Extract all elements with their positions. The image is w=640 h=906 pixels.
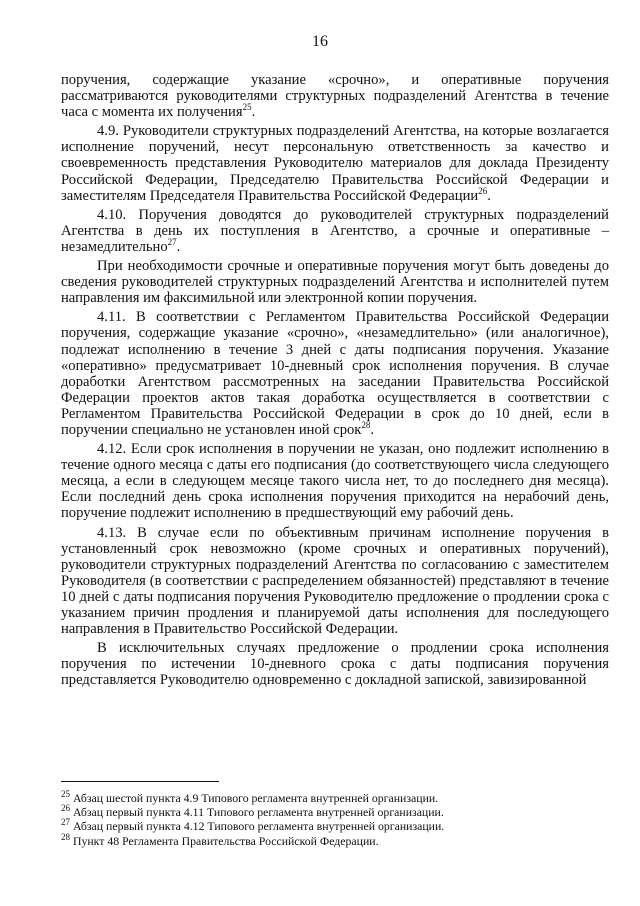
paragraph bbox=[61, 640, 609, 688]
paragraph-text: 4.10. Поручения доводятся до руководителей структурных подразделений Агентства в день их поступления в Агентство, а срочные и оперативные – незамедлительно bbox=[61, 206, 609, 255]
paragraph-text: 4.13. В случае если по объективным причинам исполнение поручения в установленный срок невозможно (кроме срочных и оперативных поручений), руководители структурных подразделений Агентства по согласованию с заместителем Руководителя (в соответствии с распределением обязанностей) представляют в течение 10 дней с даты подписания поручения Руководителю предложение о продлении срока с указанием причин продления и планируемой даты исполнения для последующего направления в Правительство Российской Федерации. bbox=[61, 524, 609, 638]
paragraph: 4.9. Руководители структурных подразделений Агентства, на которые возлагается исполнение поручений, несут персональную ответственность за качество и своевременность представления Руководителю материалов для доклада Президенту Российской Федерации, Председателю Правительства Российской Федерации и заместителям Председателя Правительства Российской Федерации$^{26}$. bbox=[61, 123, 609, 204]
paragraph bbox=[61, 525, 609, 638]
paragraph bbox=[61, 441, 609, 521]
footnote-ref[interactable]: 26 bbox=[478, 185, 488, 196]
page-number: 16 bbox=[312, 33, 328, 50]
footnote bbox=[61, 805, 609, 819]
footnote-number: 28 bbox=[61, 831, 70, 842]
footnote bbox=[61, 831, 609, 848]
paragraph-text: 4.9. Руководители структурных подразделений Агентства, на которые возлагается исполнение поручений, несут персональную ответственность за качество и своевременность представления Руководителю материалов для доклада Президенту Российской Федерации, Председателю Правительства Российской Федерации и заместителям Председателя Правительства Российской Федерации bbox=[61, 123, 609, 204]
footnote-ref[interactable]: 25 bbox=[242, 102, 252, 113]
footnotes bbox=[61, 791, 609, 848]
footnote-text: Пункт 48 Регламента Правительства Российской Федерации. bbox=[70, 833, 379, 848]
footnote-text: Абзац первый пункта 4.12 Типового регламента внутренней организации. bbox=[70, 819, 445, 834]
paragraph bbox=[61, 258, 609, 306]
footnote-number: 27 bbox=[61, 817, 70, 828]
footnote bbox=[61, 819, 609, 833]
footnote-number: 26 bbox=[61, 803, 70, 814]
document-body bbox=[61, 72, 609, 691]
footnote-ref[interactable]: 28 bbox=[361, 420, 371, 431]
footnote-number: 25 bbox=[61, 789, 70, 800]
footnote bbox=[61, 791, 609, 805]
footnote-separator bbox=[61, 781, 219, 782]
paragraph-text: При необходимости срочные и оперативные поручения могут быть доведены до сведения руководителей структурных подразделений Агентства и исполнителей путем направления им факсимильной или электронной копии поручения. bbox=[61, 258, 609, 307]
paragraph: 4.10. Поручения доводятся до руководителей структурных подразделений Агентства в день их поступления в Агентство, а срочные и оперативные – незамедлительно$^{27}$. bbox=[61, 206, 609, 255]
paragraph: поручения, содержащие указание «срочно», и оперативные поручения рассматриваются руководителями структурных подразделений Агентства в течение часа с момента их получения$^{25}$. bbox=[61, 72, 609, 121]
paragraph-text: 4.12. Если срок исполнения в поручении не указан, оно подлежит исполнению в течение одного месяца с даты его подписания (до соответствующего числа следующего месяца, а если в следующем месяце такого числа нет, то до последнего дня месяца). Если последний день срока исполнения поручения приходится на нерабочий день, поручение подлежит исполнению в предшествующий ему рабочий день. bbox=[61, 441, 609, 522]
paragraph-text: В исключительных случаях предложение о продлении срока исполнения поручения по истечении 10-дневного срока с даты подписания поручения представляется Руководителю одновременно с докладной запиской, завизированной bbox=[61, 640, 609, 689]
footnote-text: Абзац первый пункта 4.11 Типового регламента внутренней организации. bbox=[70, 805, 444, 820]
paragraph: 4.11. В соответствии с Регламентом Правительства Российской Федерации поручения, содержащие указание «срочно», «незамедлительно» (или аналогичное), подлежат исполнению в течение 3 дней с даты подписания поручения. Указание «оперативно» предусматривает 10-дневный срок исполнения поручения. В случае доработки Агентством рассмотренных на заседании Правительства Российской Федерации проектов актов такая доработка осуществляется в соответствии с Регламентом Правительства Российской Федерации в срок до 10 дней, если в поручении специально не установлен иной срок$^{28}$. bbox=[61, 309, 609, 438]
paragraph-text: 4.11. В соответствии с Регламентом Правительства Российской Федерации поручения, содержащие указание «срочно», «незамедлительно» (или аналогичное), подлежат исполнению в течение 3 дней с даты подписания поручения. Указание «оперативно» предусматривает 10-дневный срок исполнения поручения. В случае доработки Агентством рассмотренных на заседании Правительства Российской Федерации проектов актов такая доработка осуществляется в соответствии с Регламентом Правительства Российской Федерации в срок до 10 дней, если в поручении специально не установлен иной срок bbox=[61, 309, 609, 438]
footnote-ref[interactable]: 27 bbox=[167, 237, 177, 248]
paragraph-text: поручения, содержащие указание «срочно», и оперативные поручения рассматриваются руководителями структурных подразделений Агентства в течение часа с момента их получения bbox=[61, 72, 609, 121]
footnote-text: Абзац шестой пункта 4.9 Типового регламента внутренней организации. bbox=[70, 791, 439, 805]
